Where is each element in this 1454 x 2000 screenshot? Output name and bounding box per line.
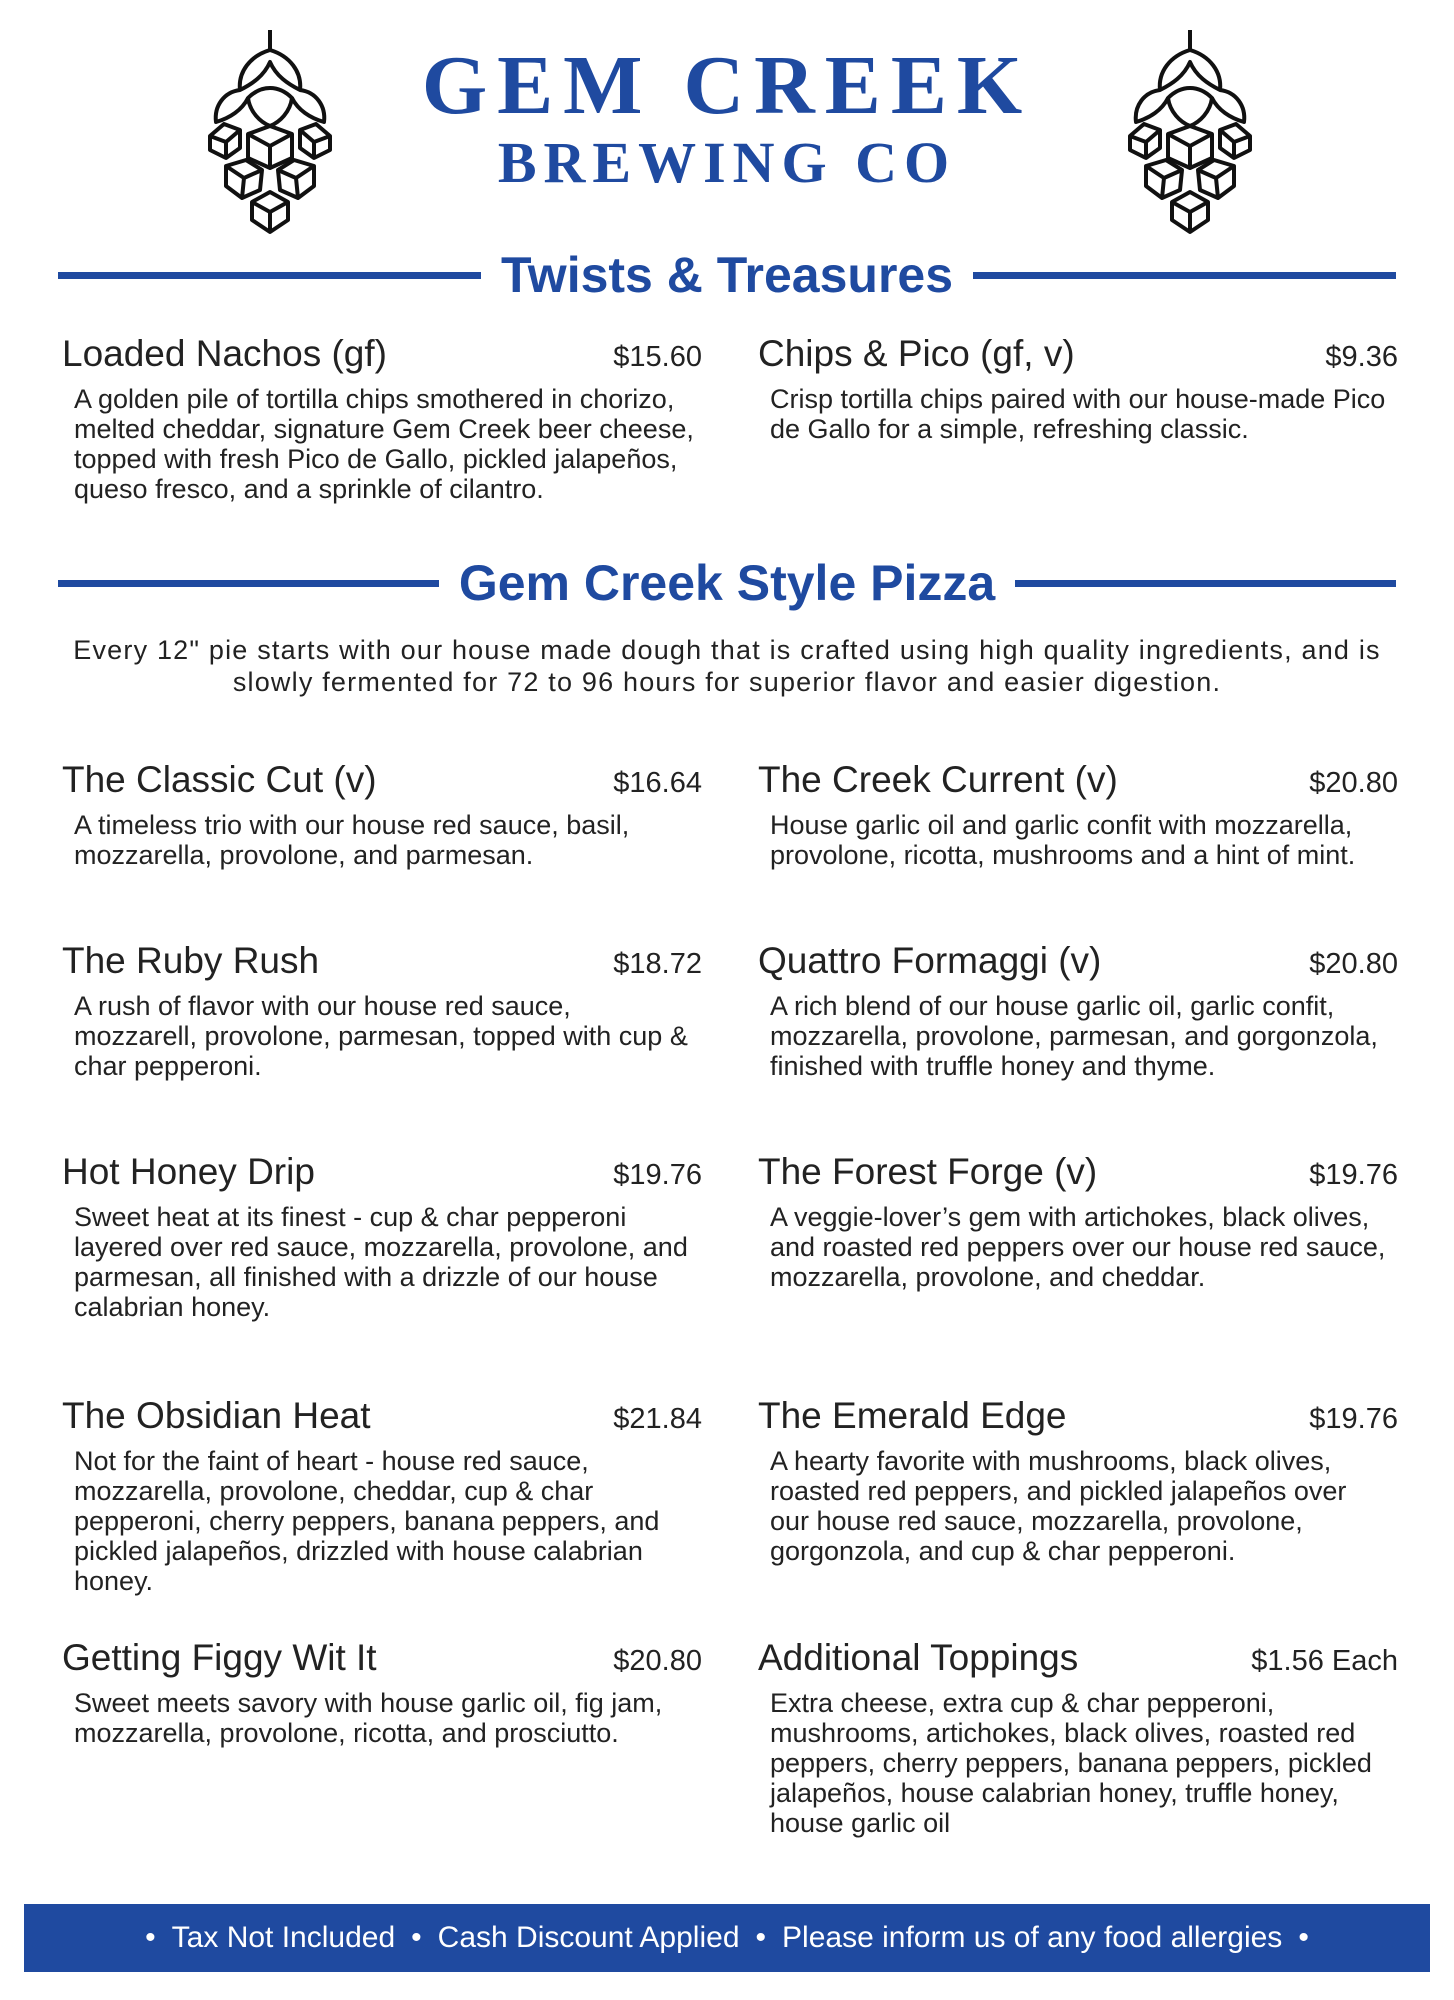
- item-description: A veggie-lover’s gem with artichokes, black olives, and roasted red peppers over our house red sauce, mozzarella, provolone, and cheddar.: [770, 1202, 1386, 1292]
- item-description: A hearty favorite with mushrooms, black olives, roasted red peppers, and pickled jalapeños over our house red sauce, mozzarella, provolone, gorgonzola, and cup & char pepperoni.: [770, 1446, 1347, 1566]
- hop-cone-icon: [1110, 26, 1270, 236]
- item-name: The Obsidian Heat: [62, 1395, 371, 1436]
- menu-item: [758, 1394, 1398, 1566]
- divider-line: [58, 580, 439, 587]
- menu-item: [62, 939, 702, 1081]
- item-name: The Ruby Rush: [62, 940, 320, 981]
- item-description: A golden pile of tortilla chips smothered in chorizo, melted cheddar, signature Gem Creek beer cheese, topped with fresh Pico de Gallo, pickled jalapeños, queso fresco, and a sprinkle of cilantro.: [74, 384, 694, 504]
- footer-bullet: •: [1298, 1921, 1309, 1954]
- item-description: Crisp tortilla chips paired with our house-made Pico de Gallo for a simple, refreshing classic.: [770, 384, 1386, 444]
- footer-bullet: •: [411, 1921, 422, 1954]
- menu-item: [62, 1636, 702, 1748]
- section-title-twists: [58, 247, 1396, 303]
- menu-item: [758, 332, 1398, 444]
- item-description: Sweet meets savory with house garlic oil, fig jam, mozzarella, provolone, ricotta, and prosciutto.: [74, 1688, 663, 1748]
- item-name: Getting Figgy Wit It: [62, 1637, 377, 1678]
- item-description: Not for the faint of heart - house red sauce, mozzarella, provolone, cheddar, cup & char pepperoni, cherry peppers, banana peppers, and pickled jalapeños, drizzled with house calabrian honey.: [74, 1446, 660, 1596]
- item-price: $15.60: [613, 341, 702, 373]
- menu-item: [62, 1150, 702, 1322]
- item-price: $20.80: [1309, 767, 1398, 799]
- menu-item: [758, 939, 1398, 1081]
- item-description: A timeless trio with our house red sauce, basil, mozzarella, provolone, and parmesan.: [74, 810, 630, 870]
- footer-note-allergies: Please inform us of any food allergies: [782, 1921, 1283, 1954]
- menu-item: [758, 1636, 1398, 1838]
- menu-item: [758, 1150, 1398, 1292]
- item-description: House garlic oil and garlic confit with mozzarella, provolone, ricotta, mushrooms and a hint of mint.: [770, 810, 1356, 870]
- item-name: The Creek Current (v): [758, 759, 1118, 800]
- brand-title: GEM CREEK: [421, 39, 1033, 132]
- brand-subtitle: BREWING CO: [497, 130, 957, 195]
- item-price: $1.56 Each: [1251, 1645, 1398, 1677]
- footer-note-discount: Cash Discount Applied: [437, 1921, 740, 1954]
- item-name: Additional Toppings: [758, 1637, 1079, 1678]
- item-name: The Forest Forge (v): [758, 1151, 1098, 1192]
- menu-item: [758, 758, 1398, 870]
- menu-header: [0, 0, 1454, 240]
- footer-notice-bar: [24, 1904, 1430, 1972]
- divider-line: [973, 272, 1396, 279]
- pizza-intro-text: Every 12" pie starts with our house made dough that is crafted using high quality ingredients, and is slowly fermented for 72 to 96 hours for superior flavor and easier digestion.: [73, 635, 1381, 697]
- menu-item: [62, 332, 702, 504]
- item-price: $19.76: [1309, 1403, 1398, 1435]
- item-name: Loaded Nachos (gf): [62, 333, 387, 374]
- item-name: Hot Honey Drip: [62, 1151, 315, 1192]
- item-price: $18.72: [613, 948, 702, 980]
- item-description: Sweet heat at its finest - cup & char pepperoni layered over red sauce, mozzarella, provolone, and parmesan, all finished with a drizzle of our house calabrian honey.: [74, 1202, 688, 1322]
- item-price: $16.64: [613, 767, 702, 799]
- item-name: Chips & Pico (gf, v): [758, 333, 1075, 374]
- item-description: A rich blend of our house garlic oil, garlic confit, mozzarella, provolone, parmesan, and gorgonzola, finished with truffle honey and thyme.: [770, 991, 1378, 1081]
- item-price: $19.76: [1309, 1159, 1398, 1191]
- item-description: A rush of flavor with our house red sauce, mozzarell, provolone, parmesan, topped with cup & char pepperoni.: [74, 991, 688, 1081]
- item-name: Quattro Formaggi (v): [758, 940, 1102, 981]
- divider-line: [1015, 580, 1396, 587]
- item-description: Extra cheese, extra cup & char pepperoni, mushrooms, artichokes, black olives, roasted red peppers, cherry peppers, banana peppers, pickled jalapeños, house calabrian honey, truffle honey, house garlic oil: [770, 1688, 1372, 1838]
- footer-bullet: •: [145, 1921, 156, 1954]
- footer-bullet: •: [755, 1921, 767, 1954]
- item-price: $20.80: [613, 1645, 702, 1677]
- menu-item: [62, 758, 702, 870]
- footer-note-tax: Tax Not Included: [171, 1921, 396, 1954]
- section-heading: Gem Creek Style Pizza: [458, 555, 996, 611]
- item-price: $9.36: [1325, 341, 1398, 373]
- divider-line: [58, 272, 481, 279]
- item-name: The Classic Cut (v): [62, 759, 377, 800]
- section-title-pizza: [58, 555, 1396, 611]
- menu-item: [62, 1394, 702, 1596]
- item-price: $20.80: [1309, 948, 1398, 980]
- item-price: $19.76: [613, 1159, 702, 1191]
- item-name: The Emerald Edge: [758, 1395, 1067, 1436]
- section-heading: Twists & Treasures: [500, 247, 954, 303]
- item-price: $21.84: [613, 1403, 702, 1435]
